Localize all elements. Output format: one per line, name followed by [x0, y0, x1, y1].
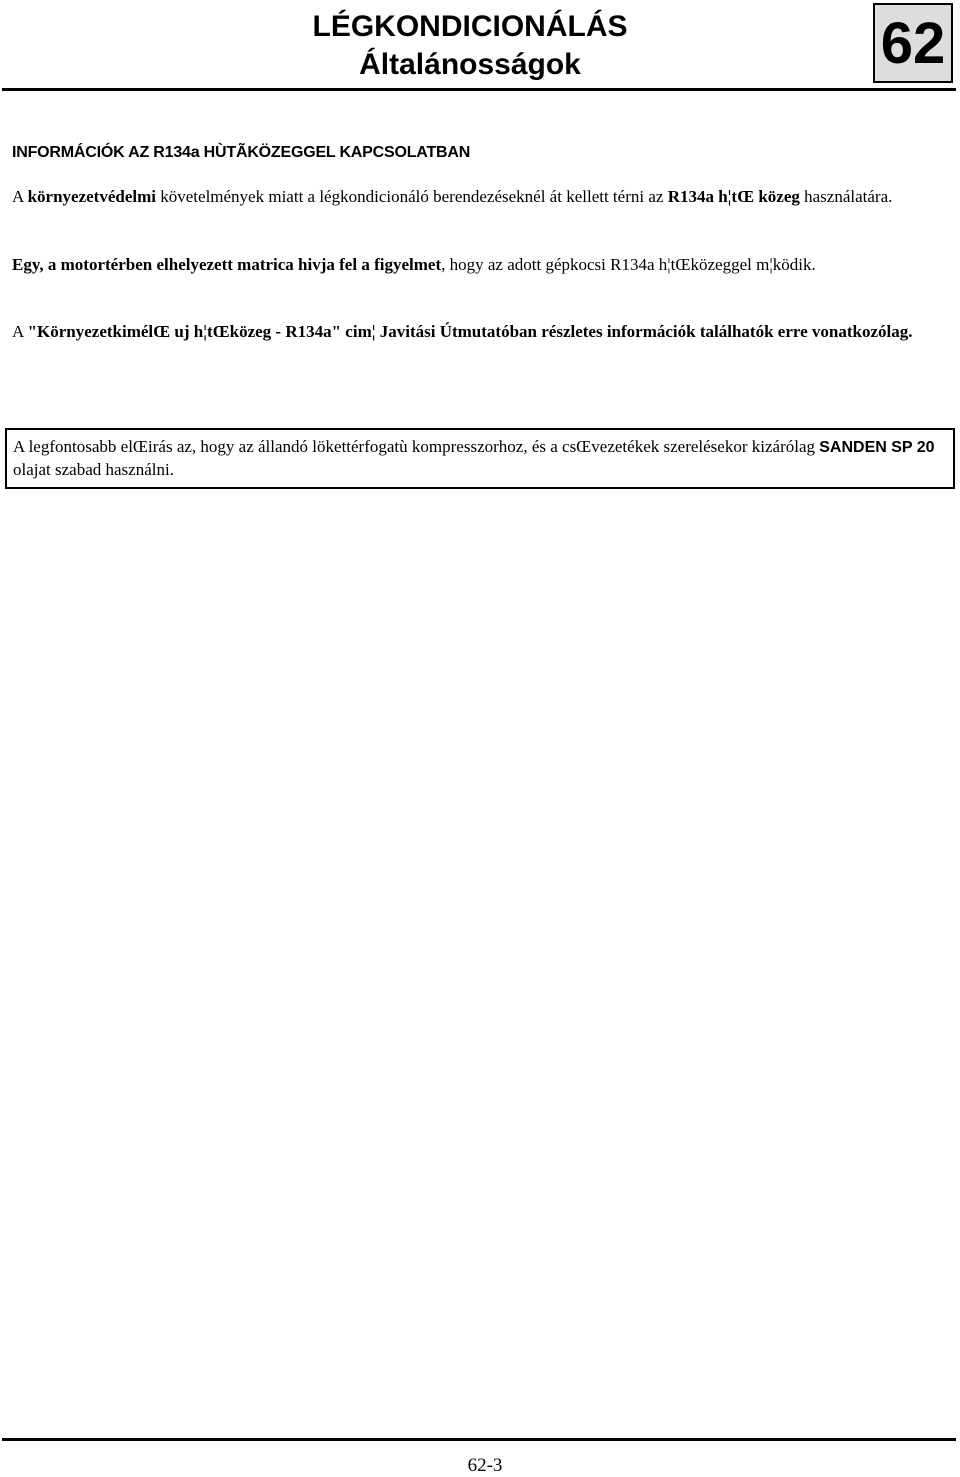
notice-oil-name: SANDEN SP 20	[819, 439, 935, 456]
paragraph-sticker	[12, 254, 947, 276]
p3-text-1: A	[12, 322, 28, 341]
oil-notice-box	[5, 428, 955, 489]
p2-text-1: , hogy az adott gépkocsi R134a h¦tŒközeggel m¦ködik.	[441, 255, 816, 274]
footer-divider	[2, 1438, 956, 1441]
p2-bold-1: Egy, a motortérben elhelyezett matrica hivja fel a figyelmet	[12, 255, 442, 274]
p1-text-1: A	[12, 187, 28, 206]
notice-text-1: A legfontosabb elŒirás az, hogy az állandó lökettérfogatù kompresszorhoz, és a csŒvezetékek szerelésekor kizárólag	[13, 437, 820, 456]
page-title	[230, 8, 710, 84]
section-heading: INFORMÁCIÓK AZ R134a HÙTÃKÖZEGGEL KAPCSOLATBAN	[12, 144, 471, 161]
title-line-1: LÉGKONDICIONÁLÁS	[312, 10, 628, 43]
chapter-number: 62	[880, 10, 946, 76]
notice-text-2: olajat szabad használni.	[13, 460, 174, 479]
title-line-2: Általánosságok	[359, 48, 581, 81]
paragraph-manual-reference	[12, 321, 947, 343]
p1-text-2: követelmények miatt a légkondicionáló berendezéseknél át kellett térni az	[156, 187, 668, 206]
footer-page-number: 62-3	[467, 1455, 503, 1476]
paragraph-environment	[12, 186, 947, 208]
p1-bold-2: R134a h¦tŒ közeg	[667, 187, 800, 206]
p1-text-3: használatára.	[799, 187, 893, 206]
p1-bold-1: környezetvédelmi	[27, 187, 156, 206]
p3-bold-1: "KörnyezetkimélŒ uj h¦tŒközeg - R134a" cim¦ Javitási Útmutatóban részletes információk találhatók erre vonatkozólag.	[27, 322, 913, 341]
chapter-number-box	[873, 3, 953, 83]
header-divider	[2, 88, 956, 91]
